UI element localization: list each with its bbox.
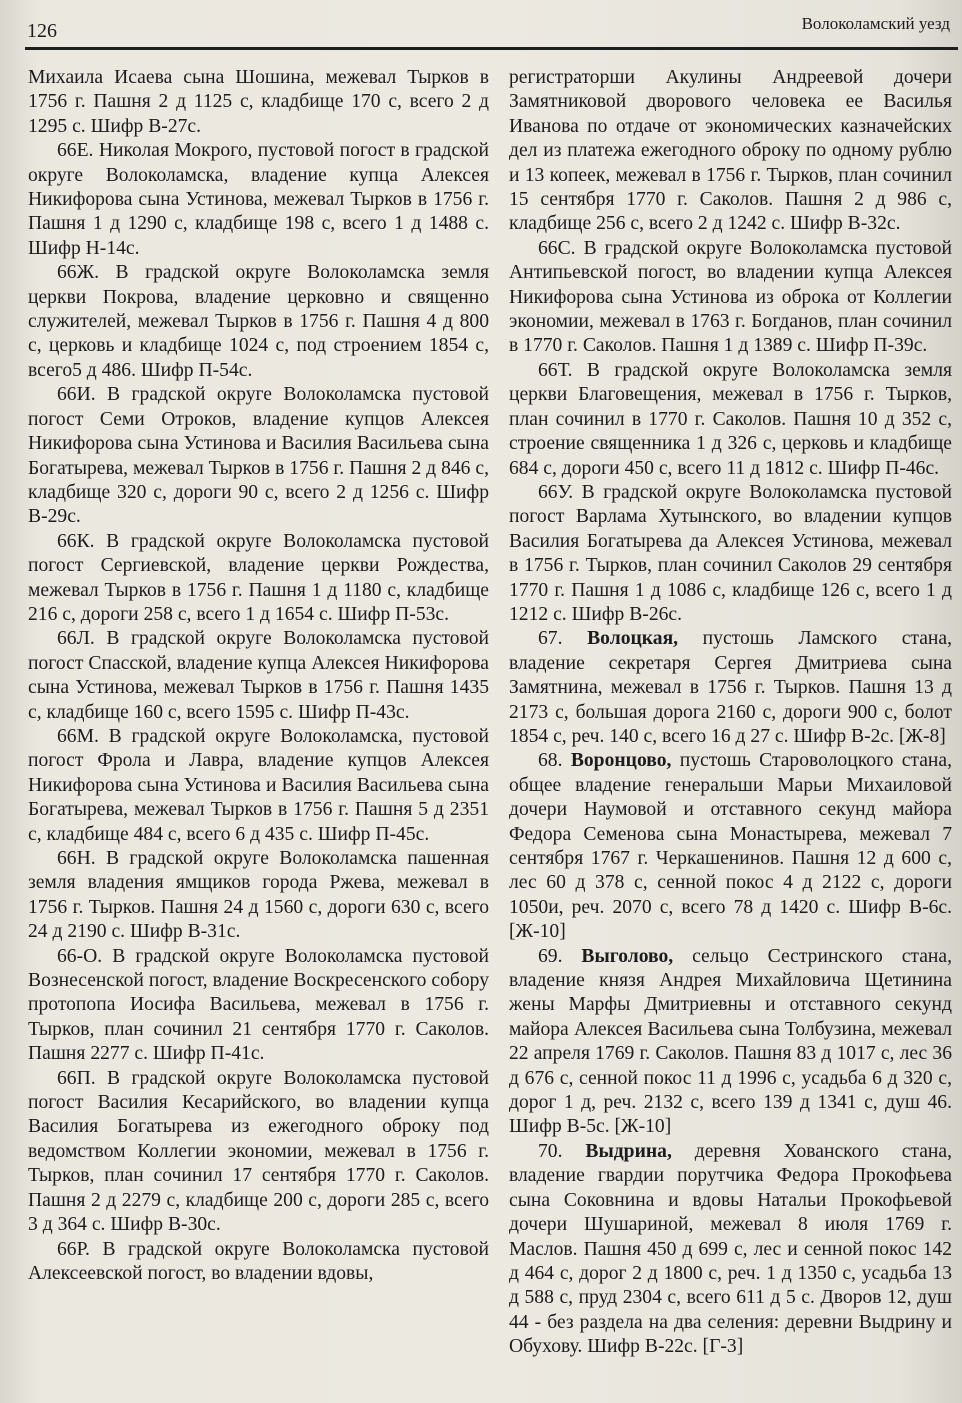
entry-paragraph — [509, 359, 952, 481]
entry-paragraph — [509, 1140, 952, 1360]
entry-text: регистраторши Акулины Андреевой дочери Замятниковой дворового человека ее Василья Иванова по отдаче от экономических казначейских дел из платежа ежегодного оброку по одному рублю и 13 копеек, межевал в 1756 г. Тырков, план сочинил 15 сентября 1770 г. Саколов. Пашня 2 д 986 с, кладбище 256 с, всего 2 д 1242 с. Шифр В-32с. — [509, 67, 952, 235]
entry-paragraph — [28, 261, 489, 383]
entry-text: 66С. В градской округе Волоколамска пустовой Антипьевской погост, во владении купца Алексея Никифорова сына Устинова из оброка от Коллегии экономии, межевал в 1763 г. Богданов, план сочинил в 1770 г. Саколов. Пашня 1 д 1389 с. Шифр П-39с. — [509, 237, 952, 357]
entry-text: 66И. В градской округе Волоколамска пустовой погост Семи Отроков, владение купцов Алексея Никифорова сына Устинова и Василия Васильева сына Богатырева, межевал Тырков в 1756 г. Пашня 2 д 846 с, кладбище 320 с, дороги 90 с, всего 2 д 1256 с. Шифр В-29с. — [28, 384, 489, 528]
entry-text: деревня Хованского стана, владение гвардии порутчика Федора Прокофьева сына Соковнина и вдовы Натальи Прокофьевой дочери Шушариной, межевал 8 июля 1769 г. Маслов. Пашня 450 д 699 с, лес и сенной покос 142 д 464 с, дорог 2 д 1800 с, реч. 1 д 1350 с, усадьба 13 д 588 с, пруд 2304 с, всего 611 д 5 с. Дворов 12, душ 44 - без раздела на два селения: деревни Выдрину и Обухову. Шифр В-22с. [Г-3] — [509, 1140, 953, 1358]
entry-text: 66Т. В градской округе Волоколамска земля церкви Благовещения, межевал в 1756 г. Тырков, план сочинил в 1770 г. Саколов. Пашня 10 д 352 с, строение священника 1 д 326 с, церковь и кладбище 684 с, дороги 450 с, всего 11 д 1812 с. Шифр П-46с. — [509, 359, 952, 479]
entry-place-name: Выголово, — [581, 945, 674, 967]
entry-number: 70. — [538, 1140, 586, 1162]
entry-paragraph — [28, 627, 489, 725]
entry-text: сельцо Сестринского стана, владение князя Андрея Михайловича Щетинина жены Марфы Дмитриевны и отставного секунд майора Алексея Васильева сына Толбузина, межевал 22 апреля 1769 г. Саколов. Пашня 83 д 1017 с, лес 36 д 676 с, сенной покос 11 д 1996 с, усадьба 6 д 320 с, дорог 1 д, реч. 2132 с, всего 139 д 1341 с, душ 46. Шифр В-5с. [Ж-10] — [509, 945, 952, 1138]
entry-text: 66Е. Николая Мокрого, пустовой погост в градской округе Волоколамска, владение купца Алексея Никифорова сына Устинова, межевал Тырков в 1756 г. Пашня 1 д 1290 с, кладбище 198 с, всего 1 д 1488 с. Шифр Н-14с. — [28, 140, 489, 259]
entry-text: 66Ж. В градской округе Волоколамска земля церкви Покрова, владение церковно и священно служителей, межевал Тырков в 1756 г. Пашня 4 д 800 с, церковь и кладбище 1024 с, под строением 1854 с, всего5 д 486. Шифр П-54с. — [28, 262, 489, 381]
entry-paragraph — [28, 945, 489, 1067]
entry-text: 66-О. В градской округе Волоколамска пустовой Вознесенской погост, владение Воскресенского собору протопопа Иосифа Васильева, межевал в 1756 г. Тырков, план сочинил 21 сентября 1770 г. Саколов. Пашня 2277 с. Шифр П-41с. — [28, 945, 489, 1065]
entry-place-name: Волоцкая, — [587, 628, 679, 650]
entry-text: 66М. В градской округе Волоколамска, пустовой погост Фрола и Лавра, владение купцов Алексея Никифорова сына Устинова и Василия Васильева сына Богатырева, межевал Тырков в 1756 г. Пашня 5 д 2351 с, кладбище 484 с, всего 6 д 435 с. Шифр П-45с. — [28, 725, 489, 845]
entry-text: 66П. В градской округе Волоколамска пустовой погост Василия Кесарийского, во владении купца Василия Богатырева из ежегодного оброку под ведомством Коллегии экономии, межевал в 1756 г. Тырков, план сочинил 17 сентября 1770 г. Саколов. Пашня 2 д 2279 с, кладбище 200 с, дороги 285 с, всего 3 д 364 с. Шифр В-30с. — [28, 1067, 489, 1236]
entry-place-name: Воронцово, — [570, 750, 672, 772]
entry-number: 69. — [538, 945, 582, 967]
entry-paragraph — [28, 383, 489, 529]
entry-paragraph — [509, 237, 952, 359]
entry-text: 66Р. В градской округе Волоколамска пустовой Алексеевской погост, во владении вдовы, — [28, 1238, 489, 1284]
entry-paragraph — [28, 1238, 489, 1287]
entry-text: 66К. В градской округе Волоколамска пустовой погост Сергиевской, владение церкви Рождества, межевал Тырков в 1756 г. Пашня 1 д 1180 с, кладбище 216 с, дороги 258 с, всего 1 д 1654 с. Шифр П-53с. — [28, 530, 489, 625]
entry-paragraph — [28, 66, 489, 139]
entry-number: 68. — [538, 750, 571, 772]
entry-paragraph — [509, 66, 952, 237]
right-column — [509, 66, 952, 1360]
entry-paragraph — [28, 725, 489, 847]
entry-paragraph — [28, 139, 489, 261]
entry-paragraph — [28, 530, 489, 628]
page-number: 126 — [27, 20, 57, 42]
entry-text: 66Л. В градской округе Волоколамска пустовой погост Спасской, владение купца Алексея Никифорова сына Устинова, межевал Тырков в 1756 г. Пашня 1435 с, кладбище 160 с, всего 1595 с. Шифр П-43с. — [28, 628, 489, 723]
running-head: Волоколамский уезд — [801, 14, 950, 33]
entry-text: пустошь Ламского стана, владение секретаря Сергея Дмитриева сына Замятнина, межевал в 1756 г. Тырков. Пашня 13 д 2173 с, большая дорога 2160 с, дороги 900 с, болот 1854 с, реч. 140 с, всего 16 д 27 с. Шифр В-2с. [Ж-8] — [509, 628, 952, 747]
entry-paragraph — [28, 1067, 489, 1238]
entry-text: Михаила Исаева сына Шошина, межевал Тырков в 1756 г. Пашня 2 д 1125 с, кладбище 170 с, всего 2 д 1295 с. Шифр В-27с. — [28, 67, 489, 137]
header-rule — [25, 47, 958, 50]
entry-text: 66Н. В градской округе Волоколамска пашенная земля владения ямщиков города Ржева, межевал в 1756 г. Тырков. Пашня 24 д 1560 с, дороги 630 с, всего 24 д 2190 с. Шифр В-31с. — [28, 848, 489, 943]
entry-paragraph — [509, 945, 952, 1140]
entry-text: пустошь Староволоцкого стана, общее владение генеральши Марьи Михаиловой дочери Наумовой и отставного секунд майора Федора Семенова сына Монастырева, межевал 7 сентября 1767 г. Черкашенинов. Пашня 12 д 600 с, лес 60 д 378 с, сенной покос 4 д 2122 с, дороги 1050и, реч. 2070 с, всего 78 д 1420 с. Шифр В-6с. [Ж-10] — [509, 750, 952, 943]
entry-paragraph — [28, 847, 489, 945]
page-header — [0, 0, 962, 52]
entry-text: 66У. В градской округе Волоколамска пустовой погост Варлама Хутынского, во владении купцов Василия Богатырева да Алексея Устинова, межевал в 1756 г. Тырков, план сочинил Саколов 29 сентября 1770 г. Пашня 1 д 1086 с, кладбище 126 с, всего 1 д 1212 с. Шифр В-26с. — [509, 481, 952, 625]
entry-place-name: Выдрина, — [585, 1140, 672, 1162]
entry-number: 67. — [538, 628, 588, 650]
entry-paragraph — [509, 749, 952, 944]
entry-paragraph — [509, 627, 952, 749]
left-column — [28, 66, 489, 1286]
entry-paragraph — [509, 481, 952, 627]
